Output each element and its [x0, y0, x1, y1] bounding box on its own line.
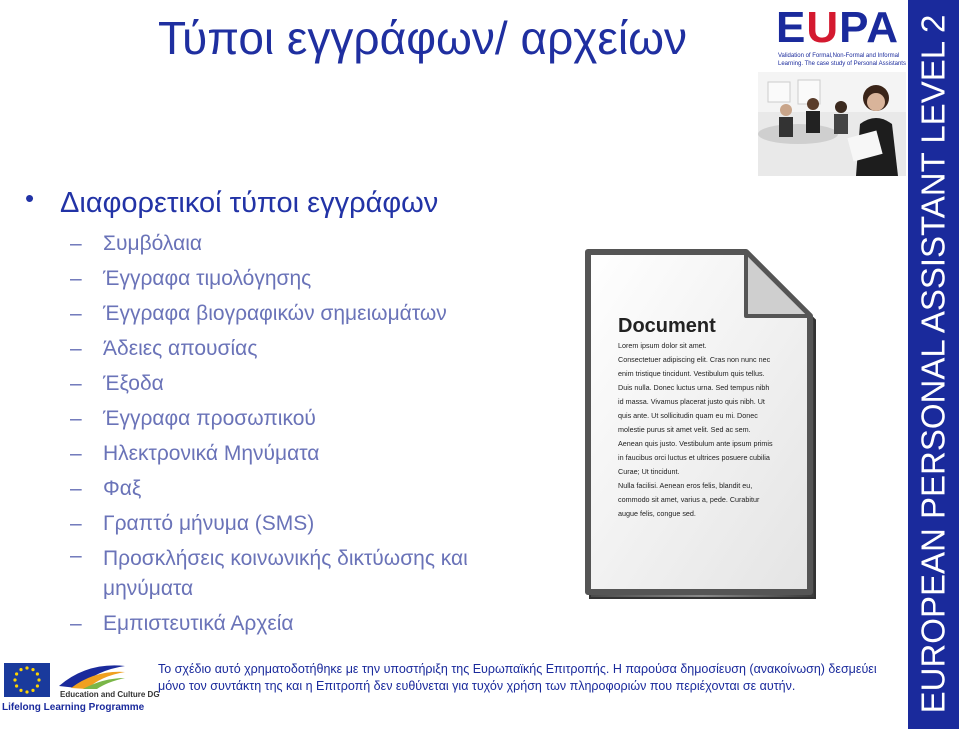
list-item: – Έγγραφα προσωπικού: [70, 407, 316, 430]
list-item: – Προσκλήσεις κοινωνικής δικτύωσης και μηνύματα: [70, 544, 468, 600]
side-banner-text: EUROPEAN PERSONAL ASSISTANT LEVEL 2: [914, 14, 952, 714]
llp-logo-icon: [57, 660, 127, 690]
list-item: – Ηλεκτρονικά Μηνύματα: [70, 442, 320, 465]
document-illustration: [568, 240, 823, 608]
document-line: Curae; Ut tincidunt.: [618, 467, 680, 476]
eu-flag-icon: [4, 663, 50, 697]
logo-wordmark: EUPA: [776, 3, 899, 52]
document-line: quis ante. Ut sollicitudin quam eu mi. Donec: [618, 411, 758, 420]
document-line: in faucibus orci luctus et ultrices posuere cubilia: [618, 453, 770, 462]
funding-disclaimer: Το σχέδιο αυτό χρηματοδοτήθηκε με την υποστήριξη της Ευρωπαϊκής Επιτροπής. Η παρούσα δημοσίευση (ανακοίνωση) δεσμεύει μόνο τον συντάκτη της και η Επιτροπή δεν ευθύνεται για τυχόν χρήση των πληροφοριών που περιέχονται σε αυτήν.: [158, 662, 877, 693]
document-line: Consectetuer adipiscing elit. Cras non nunc nec: [618, 355, 771, 364]
document-line: Nulla facilisi. Aenean eros felis, blandit eu,: [618, 481, 753, 490]
document-types-list: [70, 226, 550, 641]
list-item: – Εμπιστευτικά Αρχεία: [70, 612, 294, 635]
document-line: Lorem ipsum dolor sit amet.: [618, 341, 707, 350]
document-line: enim tristique tincidunt. Vestibulum quis tellus.: [618, 369, 765, 378]
list-item: – Άδειες απουσίας: [70, 337, 258, 360]
office-photo: [758, 72, 906, 176]
eupa-logo: [776, 4, 906, 70]
document-heading: Document: [618, 315, 716, 337]
list-item: – Γραπτό μήνυμα (SMS): [70, 512, 315, 535]
llp-title: Lifelong Learning Programme: [2, 702, 145, 713]
document-line: id massa. Vivamus placerat justo quis nibh. Ut: [618, 397, 765, 406]
logo-subtitle: Validation of Formal,Non-Formal and Informal Learning. The case study of Personal Assistants: [778, 53, 906, 67]
document-line: augue felis, congue sed.: [618, 509, 696, 518]
page-title: Τύποι εγγράφων/ αρχείων: [158, 12, 688, 64]
document-line: Duis nulla. Donec luctus urna. Sed tempus nibh: [618, 383, 770, 392]
list-item: – Έξοδα: [70, 372, 164, 395]
bullet-heading: Διαφορετικοί τύποι εγγράφων: [60, 187, 439, 219]
document-line: commodo sit amet, varius a, pede. Curabitur: [618, 495, 760, 504]
document-line: Aenean quis justo. Vestibulum ante ipsum primis: [618, 439, 773, 448]
list-item: – Φαξ: [70, 477, 142, 500]
bullet-dot: •: [25, 183, 35, 213]
list-item: – Συμβόλαια: [70, 232, 203, 255]
document-line: molestie purus sit amet velit. Sed ac sem.: [618, 425, 751, 434]
list-item: – Έγγραφα τιμολόγησης: [70, 267, 312, 290]
list-item: – Έγγραφα βιογραφικών σημειωμάτων: [70, 302, 447, 325]
llp-label: Education and Culture DG: [60, 690, 160, 699]
